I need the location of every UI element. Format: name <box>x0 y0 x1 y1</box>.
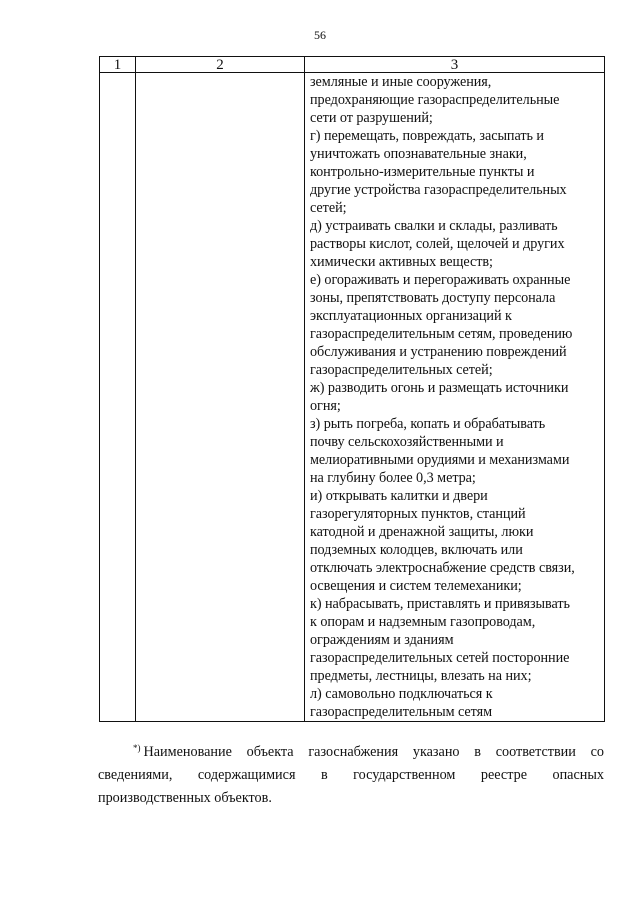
text-line: д) устраивать свалки и склады, разливать <box>310 218 558 234</box>
text-line: катодной и дренажной защиты, люки <box>310 524 534 540</box>
text-line: зоны, препятствовать доступу персонала <box>310 290 556 306</box>
text-line: эксплуатационных организаций к <box>310 308 512 324</box>
text-line: газорегуляторных пунктов, станций <box>310 506 526 522</box>
text-line: газораспределительным сетям, проведению <box>310 326 573 342</box>
text-line: мелиоративными орудиями и механизмами <box>310 452 570 468</box>
text-line: другие устройства газораспределительных <box>310 182 567 198</box>
table-header-row <box>100 57 605 73</box>
requirements-table <box>99 56 605 722</box>
footnote-marker: *) <box>133 743 141 753</box>
text-line: земляные и иные сооружения, <box>310 74 492 90</box>
page-number: 56 <box>314 28 326 42</box>
text-line: ж) разводить огонь и размещать источники <box>310 380 569 396</box>
text-line: л) самовольно подключаться к <box>310 686 493 702</box>
text-line: химически активных веществ; <box>310 254 493 270</box>
text-line: к опорам и надземным газопроводам, <box>310 614 536 630</box>
footnote-text: Наименование объекта газоснабжения указано в соответствии со <box>143 744 604 760</box>
column-2-cell <box>136 73 305 722</box>
text-line: газораспределительных сетей; <box>310 362 493 378</box>
text-line: отключать электроснабжение средств связи, <box>310 560 575 576</box>
text-line: з) рыть погреба, копать и обрабатывать <box>310 416 546 432</box>
text-line: подземных колодцев, включать или <box>310 542 523 558</box>
column-header-1: 1 <box>100 57 136 73</box>
text-line: предохраняющие газораспределительные <box>310 92 560 108</box>
text-line: к) набрасывать, приставлять и привязывать <box>310 596 570 612</box>
table-row <box>100 73 605 722</box>
text-line: уничтожать опознавательные знаки, <box>310 146 527 162</box>
text-line: сетей; <box>310 200 347 216</box>
text-line: растворы кислот, солей, щелочей и других <box>310 236 565 252</box>
text-line: газораспределительных сетей посторонние <box>310 650 570 666</box>
footnote-line <box>98 737 604 764</box>
text-line: предметы, лестницы, влезать на них; <box>310 668 532 684</box>
text-line: ограждениям и зданиям <box>310 632 454 648</box>
footnote-line: сведениями, содержащимися в государственном реестре опасных <box>98 767 604 783</box>
text-line: г) перемещать, повреждать, засыпать и <box>310 128 544 144</box>
text-line: и) открывать калитки и двери <box>310 488 488 504</box>
text-line: почву сельскохозяйственными и <box>310 434 504 450</box>
footnote <box>98 737 604 810</box>
text-line: е) огораживать и перегораживать охранные <box>310 272 571 288</box>
column-1-cell <box>100 73 136 722</box>
column-header-3: 3 <box>305 57 605 73</box>
column-header-2: 2 <box>136 57 305 73</box>
text-line: контрольно-измерительные пункты и <box>310 164 535 180</box>
text-line: освещения и систем телемеханики; <box>310 578 522 594</box>
text-line: на глубину более 0,3 метра; <box>310 470 476 486</box>
text-line: обслуживания и устранению повреждений <box>310 344 567 360</box>
column-3-cell <box>305 73 605 722</box>
text-line: сети от разрушений; <box>310 110 433 126</box>
footnote-line: производственных объектов. <box>98 790 272 806</box>
text-line: газораспределительным сетям <box>310 704 493 720</box>
text-line: огня; <box>310 398 341 414</box>
